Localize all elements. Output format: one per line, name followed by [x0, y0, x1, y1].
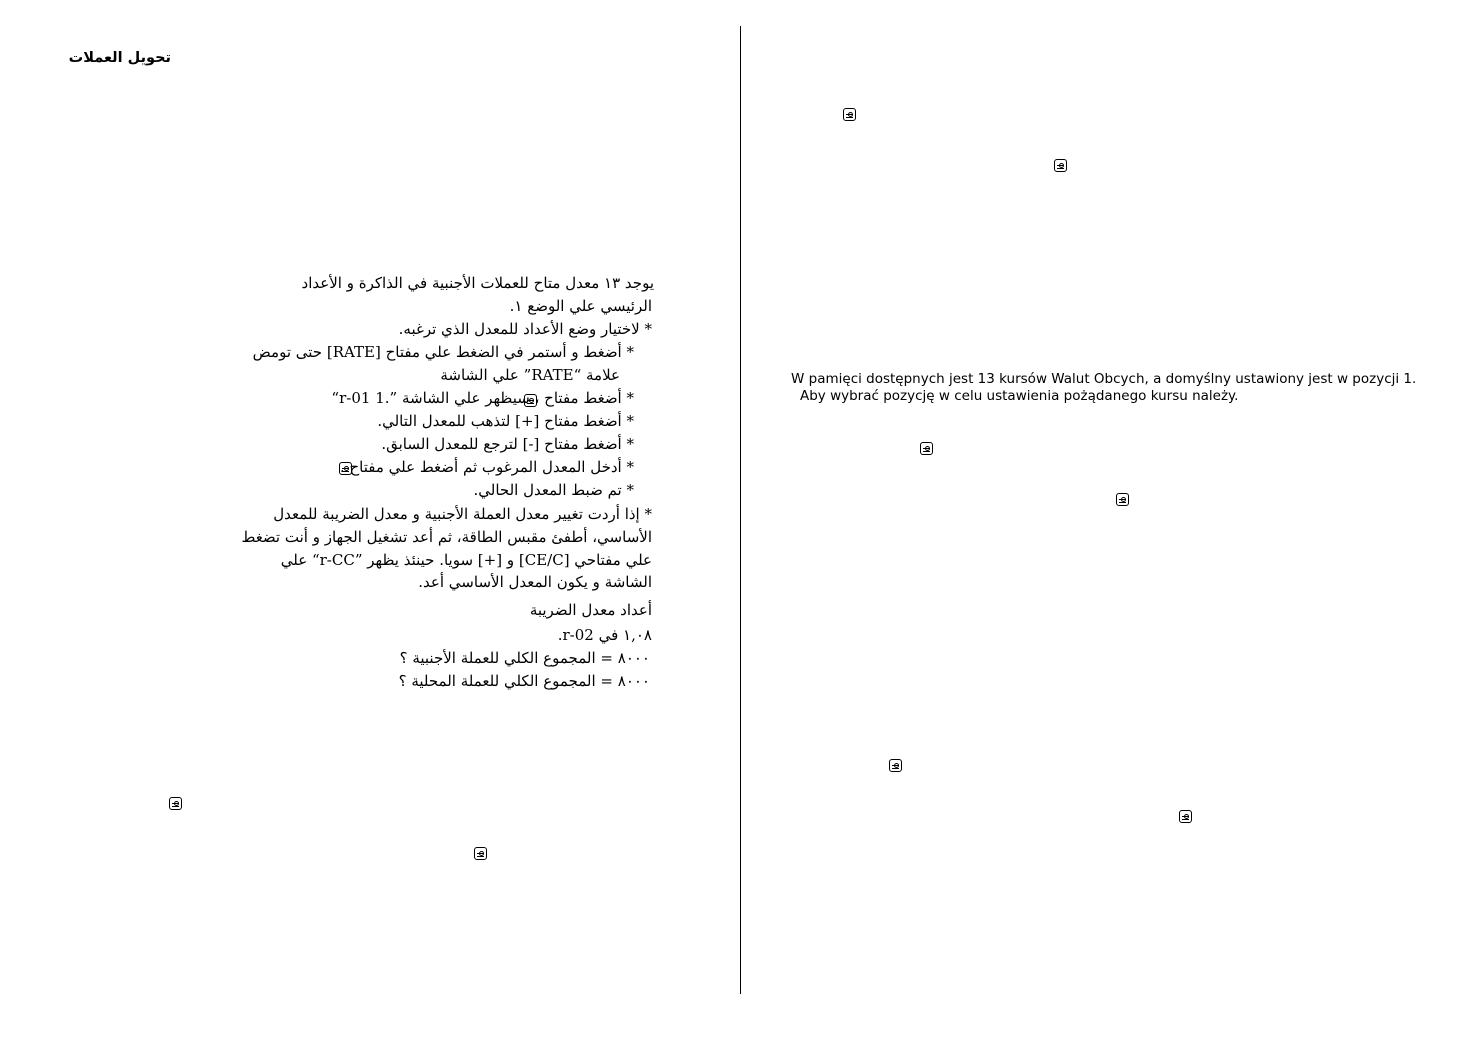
- arabic-line-7: * أضغط مفتاح [+] لتذهب للمعدل التالي.: [377, 412, 634, 430]
- arabic-line-18: ٨٠٠٠ = المجموع الكلي للعملة المحلية ؟: [398, 672, 650, 690]
- arabic-line-14: الشاشة و يكون المعدل الأساسي أعد.: [418, 573, 652, 591]
- arabic-line-5: علامة “RATE” علي الشاشة: [440, 366, 620, 384]
- arabic-line-15: أعداد معدل الضريبة: [529, 601, 652, 619]
- arabic-line-16: ١,٠٨ في r-02.: [557, 626, 652, 644]
- arabic-line-6-text: * أضغط مفتاح ، سيظهر علي الشاشة ”.1 r-01“: [331, 389, 634, 407]
- enter-key-icon: [524, 394, 537, 407]
- arabic-line-13: علي مفتاحي [CE/C] و [+] سويا. حينئذ يظهر ”r-CC“ علي: [280, 551, 652, 569]
- enter-key-icon: [889, 759, 902, 772]
- page-divider: [740, 26, 741, 994]
- arabic-line-9: * أدخل المعدل المرغوب ثم أضغط علي مفتاح .: [339, 458, 634, 476]
- arabic-line-8: * أضغط مفتاح [-] لترجع للمعدل السابق.: [381, 435, 634, 453]
- enter-key-icon: [339, 462, 352, 475]
- arabic-line-1: يوجد ١٣ معدل متاح للعملات الأجنبية في الذاكرة و الأعداد: [301, 274, 654, 292]
- arabic-line-4: * أضغط و أستمر في الضغط علي مفتاح [RATE] حتى تومض: [252, 343, 634, 361]
- enter-key-icon: [474, 847, 487, 860]
- left-page-title: تحويل العملات: [68, 50, 171, 66]
- polish-line-1: W pamięci dostępnych jest 13 kursów Walut Obcych, a domyślny ustawiony jest w pozycji 1.: [791, 371, 1417, 387]
- arabic-line-11: * إذا أردت تغيير معدل العملة الأجنبية و معدل الضريبة للمعدل: [273, 505, 652, 523]
- arabic-line-3: * لاختيار وضع الأعداد للمعدل الذي ترغبه.: [398, 320, 652, 338]
- arabic-line-17: ٨٠٠٠ = المجموع الكلي للعملة الأجنبية ؟: [399, 649, 650, 667]
- enter-key-icon: [920, 442, 933, 455]
- enter-key-icon: [169, 797, 182, 810]
- polish-line-2: Aby wybrać pozycję w celu ustawienia pożądanego kursu należy.: [800, 388, 1239, 404]
- enter-key-icon: [1179, 810, 1192, 823]
- enter-key-icon: [1054, 159, 1067, 172]
- enter-key-icon: [843, 108, 856, 121]
- arabic-line-10: * تم ضبط المعدل الحالي.: [473, 481, 634, 499]
- arabic-line-12: الأساسي، أطفئ مقبس الطاقة، ثم أعد تشغيل الجهاز و أنت تضغط: [241, 528, 652, 546]
- arabic-line-6: [331, 388, 634, 408]
- enter-key-icon: [1116, 493, 1129, 506]
- arabic-line-2: الرئيسي علي الوضع ١.: [509, 297, 652, 315]
